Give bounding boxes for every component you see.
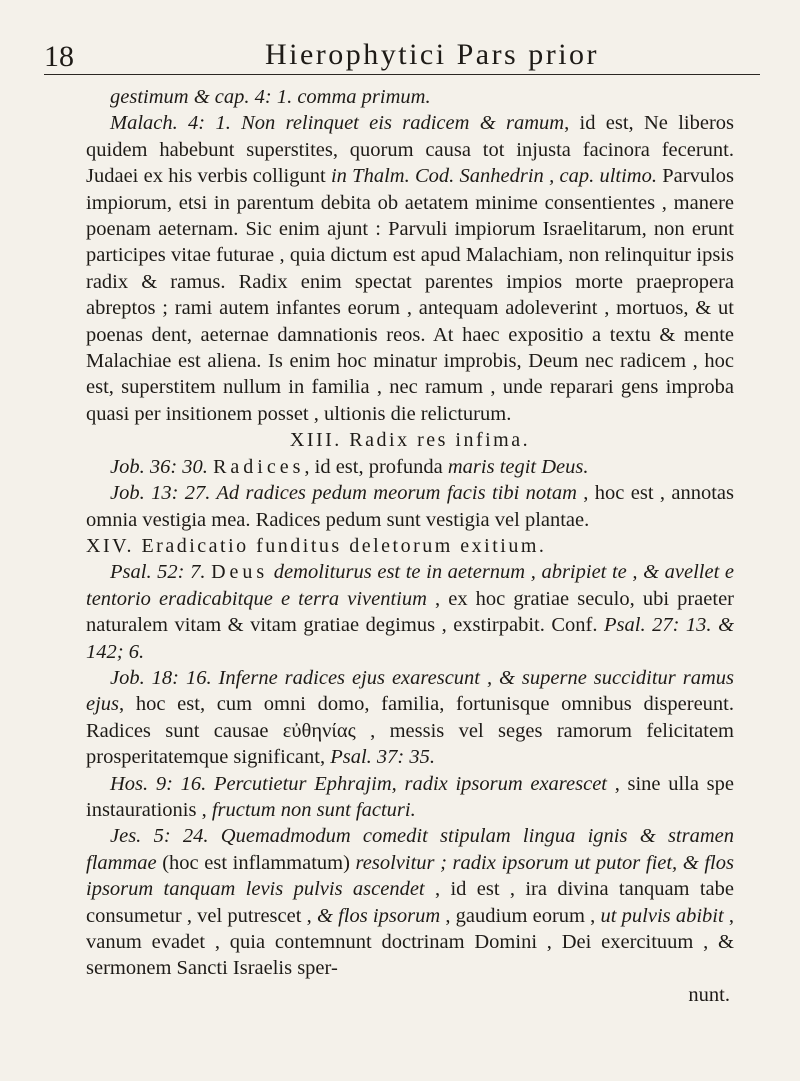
text-run: Hos. 9: 16. Percutietur Ephrajim, radix ipsorum exarescet xyxy=(110,772,607,795)
paragraph-3 xyxy=(86,454,734,480)
text-run: Psal. 52: 7. xyxy=(110,561,212,584)
text-run: in Thalm. Cod. Sanhedrin , cap. ultimo. xyxy=(330,165,657,188)
text-run: , id est, profunda xyxy=(304,455,448,478)
page-header xyxy=(44,34,760,75)
text-run: Malach. 4: 1. Non relinquet eis radicem & ramum xyxy=(110,112,565,135)
text-run: Job. 18: 16. Inferne radices ejus exarescunt , & superne succiditur ramus ejus xyxy=(86,666,734,716)
text-run: fructum non sunt facturi. xyxy=(211,798,416,821)
page-body xyxy=(86,84,734,1008)
text-run: Job. 13: 27. Ad radices pedum meorum facis tibi notam xyxy=(110,482,577,505)
text-run: , hoc est, cum omni domo, familia, fortunisque omnibus dispereunt. Radices sunt causae εὐθηνίας , messis vel seges ramorum felicitatem prosperitatemque significant, xyxy=(86,693,734,769)
running-title: Hierophytici Pars prior xyxy=(264,38,600,71)
section-heading-xiv: XIV. Eradicatio funditus deletorum exitium. xyxy=(86,534,547,557)
text-run: , id est , ira divina tanquam tabe consumetur , vel putrescet , xyxy=(86,878,734,927)
text-run: Psal. 27: 13. & 142; 6. xyxy=(86,614,735,663)
text-run: , sine ulla spe instaurationis , xyxy=(86,772,734,821)
paragraph-5 xyxy=(86,559,734,665)
text-run: ut pulvis abibit xyxy=(600,904,724,927)
text-run: , ex hoc gratiae seculo, ubi praeter naturalem vitam & vitam gratiae degimus , exstirpabit. Conf. xyxy=(86,587,734,637)
text-run: Job. 36: 30. xyxy=(110,455,214,478)
text-run: (hoc est inflammatum) xyxy=(156,851,356,874)
paragraph-7 xyxy=(86,771,734,824)
text-run: & flos ipsorum xyxy=(316,904,441,927)
text-run: , hoc est , annotas omnia vestigia mea. Radices pedum sunt vestigia vel plantae. xyxy=(86,482,734,531)
page-number: 18 xyxy=(44,40,74,73)
text-run: Parvulos impiorum, etsi in parentum debita ob aetatem minime consentientes , manere poenam aeternam. Sic enim ajunt : Parvuli impiorum Israelitarum, non erunt participes vitae futurae , quia dictum est apud Malachiam, non relinquitur ipsis radix & ramus. Radix enim spectat parentes impios morte praepropera abreptos ; rami autem infantes eorum , antequam adoleverint , mortuos, & ut poenas dent, aeternae damnationis reos. At haec expositio a textu & mente Malachiae est aliena. Is enim hoc minatur improbis, Deum nec radicem , hoc est, superstitem nullum in familia , nec ramum , unde reparari gens improba quasi per insitionem posset , ultionis die relicturum. xyxy=(86,165,735,425)
text-run: Deus xyxy=(211,561,269,584)
paragraph-4 xyxy=(86,480,734,533)
section-heading-xiii: XIII. Radix res infima. xyxy=(289,429,531,452)
text-run: Psal. 37: 35. xyxy=(330,746,435,769)
text-run: gestimum & cap. 4: 1. comma primum. xyxy=(110,86,431,108)
text-run: demoliturus est te in aeternum , abripiet te , & avellet e tentorio eradicabitque e terra viventium xyxy=(86,561,734,610)
text-run: , id est, Ne liberos quidem habebunt superstites, quorum causa tot injusta facinora fecerunt. Judaei ex his verbis colligunt xyxy=(86,112,734,188)
text-run: , vanum evadet , quia contemnunt doctrinam Domini , Dei exercituum , & sermonem Sancti Israelis sper- xyxy=(86,904,734,980)
text-run: , gaudium eorum , xyxy=(440,904,601,927)
text-run: Jes. 5: 24. Quemadmodum comedit stipulam lingua ignis & stramen flammae xyxy=(86,825,734,874)
paragraph-8 xyxy=(86,823,734,981)
text-run: Radices xyxy=(213,455,305,478)
catchword: nunt. xyxy=(688,983,730,1006)
paragraph-2 xyxy=(86,110,734,427)
text-run: resolvitur ; radix ipsorum ut putor fiet, & flos ipsorum tanquam levis pulvis ascendet xyxy=(86,851,734,901)
paragraph-1 xyxy=(86,84,734,110)
paragraph-6 xyxy=(86,665,734,771)
text-run: maris tegit Deus. xyxy=(447,455,589,478)
